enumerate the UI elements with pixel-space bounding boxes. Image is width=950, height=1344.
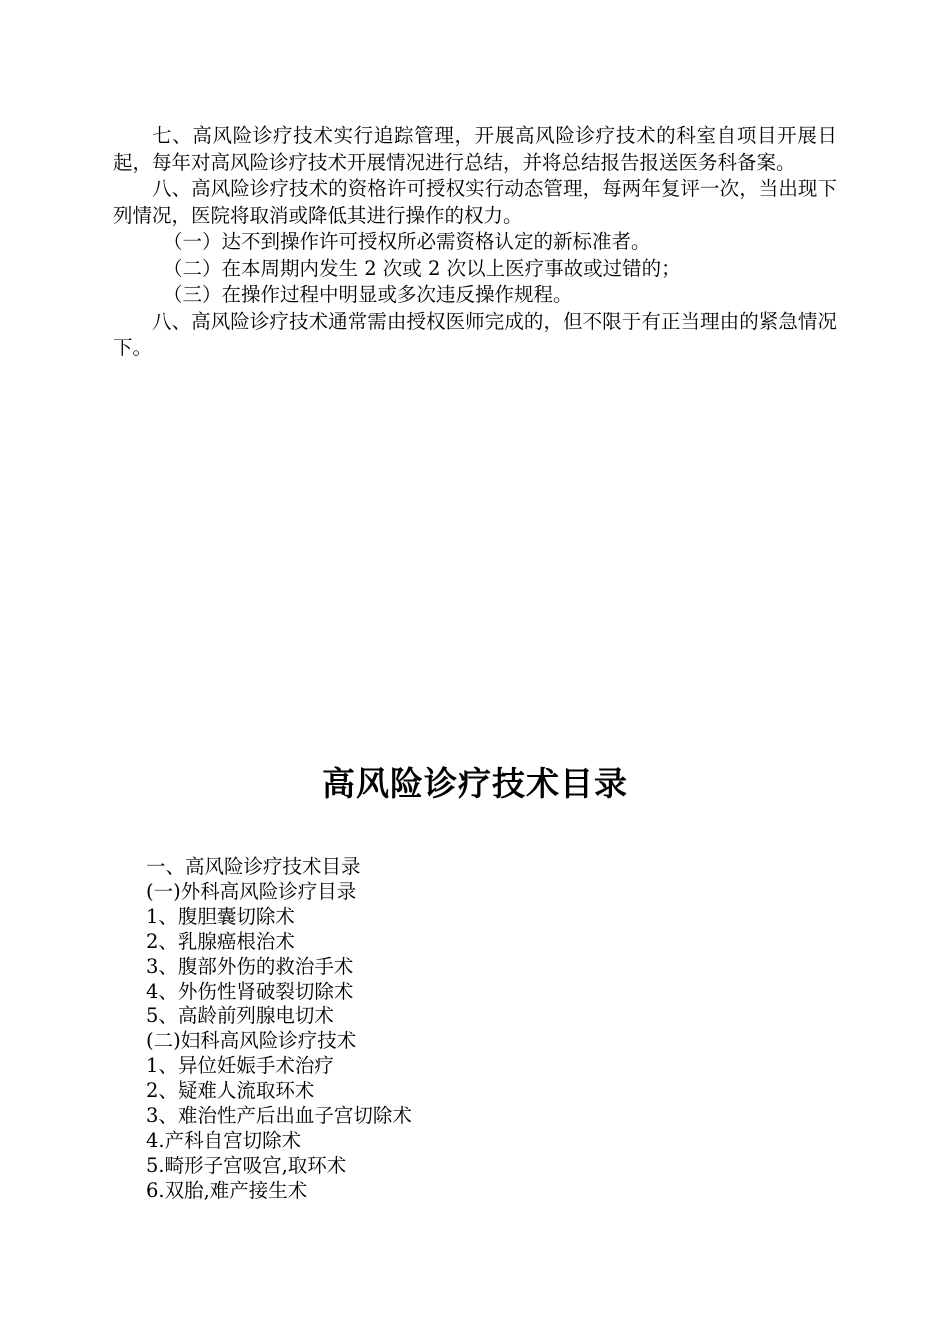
paragraph-seven: 七、高风险诊疗技术实行追踪管理，开展高风险诊疗技术的科室自项目开展日起，每年对高风险诊疗技术开展情况进行总结，并将总结报告报送医务科备案。 — [113, 124, 837, 174]
paragraph-eight-repeat: 八、高风险诊疗技术通常需由授权医师完成的，但不限于有正当理由的紧急情况下。 — [113, 309, 837, 359]
paragraph-eight-item-1: （一）达不到操作许可授权所必需资格认定的新标准者。 — [163, 230, 651, 253]
catalog-heading: 一、高风险诊疗技术目录 — [146, 855, 361, 878]
catalog-item: 5.畸形子宫吸宫,取环术 — [146, 1153, 347, 1177]
catalog-item: 2、乳腺癌根治术 — [146, 929, 295, 953]
document-title: 高风险诊疗技术目录 — [322, 764, 628, 803]
catalog-item: 2、疑难人流取环术 — [146, 1079, 315, 1103]
catalog-section-surgery: (一)外科高风险诊疗目录 — [146, 879, 357, 903]
paragraph-eight-item-2: （二）在本周期内发生 2 次或 2 次以上医疗事故或过错的； — [163, 256, 681, 280]
paragraph-eight: 八、高风险诊疗技术的资格许可授权实行动态管理，每两年复评一次，当出现下列情况，医院将取消或降低其进行操作的权力。 — [113, 177, 837, 227]
paragraph-eight-item-3: （三）在操作过程中明显或多次违反操作规程。 — [163, 283, 573, 306]
catalog-list — [146, 855, 846, 1204]
catalog-item: 1、腹胆囊切除术 — [146, 904, 295, 928]
catalog-item: 3、腹部外伤的救治手术 — [146, 954, 354, 978]
catalog-item: 4、外伤性肾破裂切除术 — [146, 979, 354, 1003]
body-text — [113, 123, 837, 362]
catalog-item: 1、异位妊娠手术治疗 — [146, 1054, 334, 1078]
catalog-item: 3、难治性产后出血子宫切除术 — [146, 1104, 412, 1128]
catalog-item: 5、高龄前列腺电切术 — [146, 1004, 334, 1028]
catalog-item: 6.双胎,难产接生术 — [146, 1178, 308, 1202]
catalog-item: 4.产科自宫切除术 — [146, 1128, 302, 1152]
catalog-section-gynecology: (二)妇科高风险诊疗技术 — [146, 1029, 357, 1053]
